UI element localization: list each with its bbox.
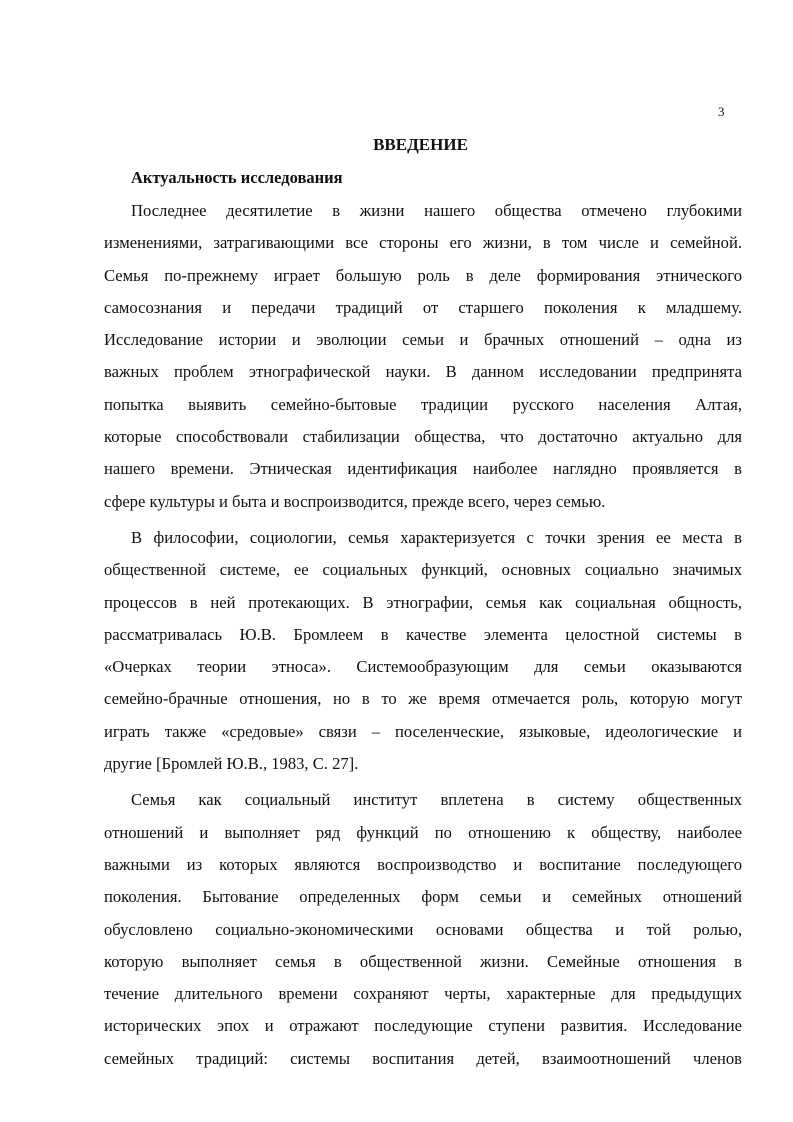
text-line: которые способствовали стабилизации общества, что достаточно актуально для (104, 427, 742, 447)
page-number: 3 (718, 104, 725, 119)
paragraph-2 (104, 522, 742, 780)
section-title: ВВЕДЕНИЕ (373, 135, 468, 154)
text-line: «Очерках теории этноса». Системообразующим для семьи оказываются (104, 657, 742, 677)
text-line: попытка выявить семейно-бытовые традиции русского населения Алтая, (104, 394, 742, 414)
text-line: нашего времени. Этническая идентификация наиболее наглядно проявляется в (104, 459, 742, 479)
text-line: течение длительного времени сохраняют черты, характерные для предыдущих (104, 984, 742, 1004)
text-line: сфере культуры и быта и воспроизводится, прежде всего, через семью. (104, 491, 606, 511)
text-line: обусловлено социально-экономическими основами общества и той ролью, (104, 919, 742, 939)
text-line: процессов в ней протекающих. В этнографии, семья как социальная общность, (104, 592, 742, 612)
text-line: В философии, социологии, семья характеризуется с точки зрения ее места в (131, 527, 742, 547)
subsection-title: Актуальность исследования (131, 168, 343, 187)
text-line: важными из которых являются воспроизводство и воспитание последующего (104, 854, 742, 874)
text-line: играть также «средовые» связи – поселенческие, языковые, идеологические и (104, 721, 742, 741)
text-line: Последнее десятилетие в жизни нашего общества отмечено глубокими (131, 201, 742, 220)
text-line: важных проблем этнографической науки. В данном исследовании предпринята (104, 362, 742, 382)
text-line: изменениями, затрагивающими все стороны его жизни, в том числе и семейной. (104, 233, 742, 253)
text-line: другие [Бромлей Ю.В., 1983, С. 27]. (104, 754, 359, 774)
text-line: семейных традиций: системы воспитания детей, взаимоотношений членов (104, 1048, 742, 1068)
text-line: Исследование истории и эволюции семьи и брачных отношений – одна из (104, 330, 742, 350)
paragraph-3 (104, 784, 742, 1075)
body-text (104, 195, 742, 1075)
text-line: отношений и выполняет ряд функций по отношению к обществу, наиболее (104, 822, 742, 842)
paragraph-1 (104, 195, 742, 518)
text-line: семейно-брачные отношения, но в то же время отмечается роль, которую могут (104, 689, 742, 709)
text-line: которую выполняет семья в общественной жизни. Семейные отношения в (104, 951, 742, 971)
text-line: поколения. Бытование определенных форм семьи и семейных отношений (104, 887, 742, 907)
text-line: Семья как социальный институт вплетена в систему общественных (131, 790, 742, 810)
text-line: исторических эпох и отражают последующие ступени развития. Исследование (104, 1016, 742, 1036)
text-line: рассматривалась Ю.В. Бромлеем в качестве элемента целостной системы в (104, 624, 742, 644)
text-line: общественной системе, ее социальных функций, основных социально значимых (104, 560, 742, 580)
text-line: самосознания и передачи традиций от старшего поколения к младшему. (104, 297, 742, 317)
text-line: Семья по-прежнему играет большую роль в деле формирования этнического (104, 265, 742, 285)
